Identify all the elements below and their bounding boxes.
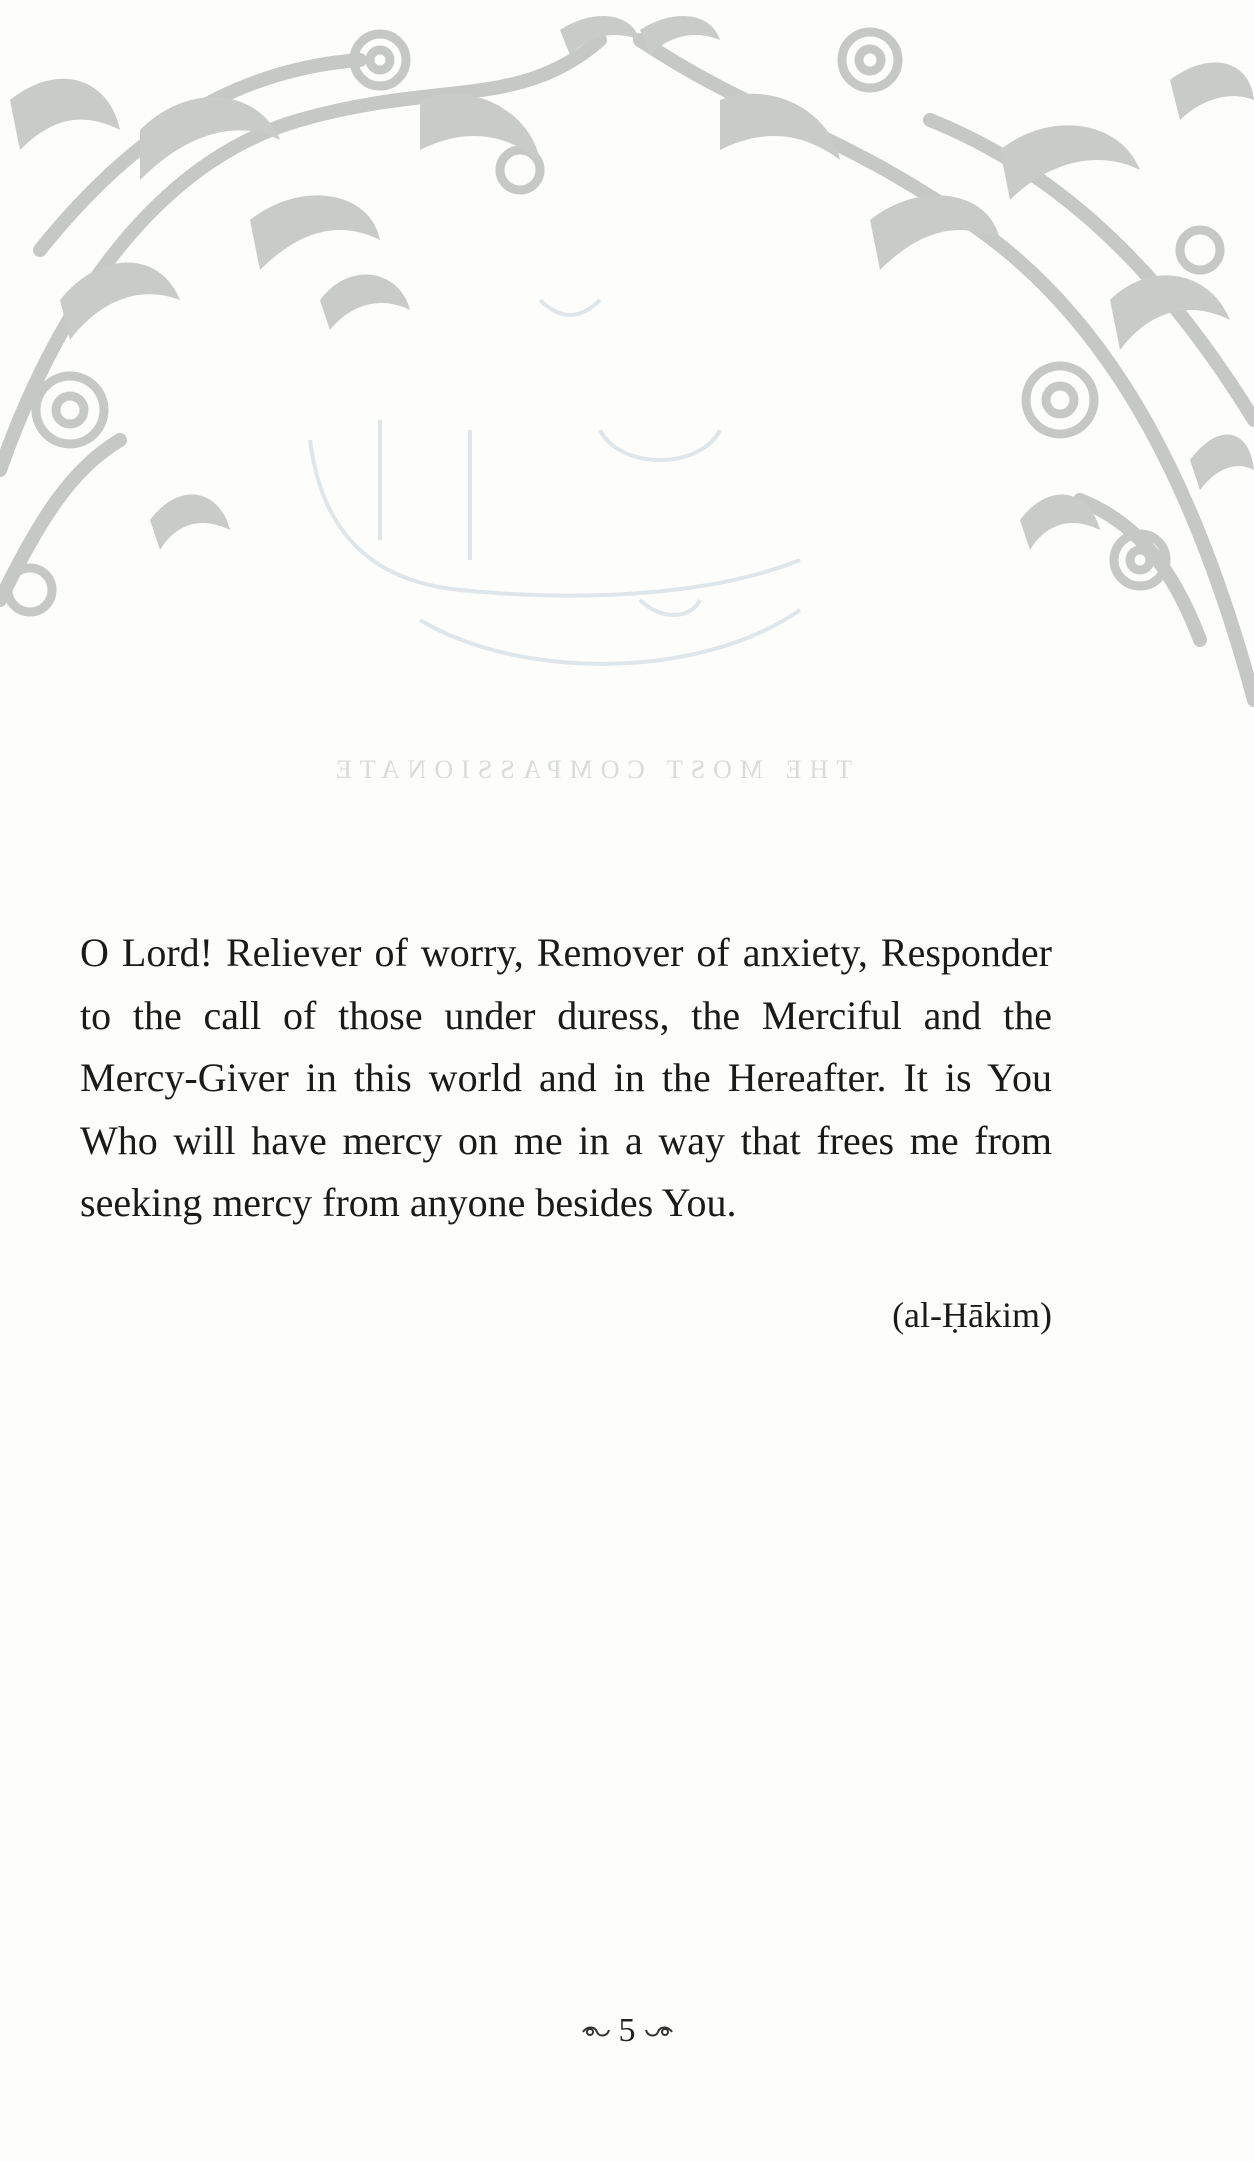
page-number: 5 [618, 2012, 636, 2049]
prayer-source-citation: (al-Ḥākim) [892, 1295, 1052, 1335]
ornament-swirl-right-icon [644, 2020, 674, 2047]
prayer-text-block [80, 922, 1052, 1235]
prayer-text: O Lord! Reliever of worry, Remover of anxiety, Responder to the call of those under duress, the Merciful and the Mercy-Giver in this world and in the Hereafter. It is You Who will have mercy on me in a way that frees me from seeking mercy from anyone besides You. [80, 930, 1052, 1225]
floral-arch-ornament [0, 0, 1254, 720]
page-number-footer [0, 2012, 1254, 2050]
showthrough-heading: THE MOST COMPASSIONATE [327, 755, 853, 784]
ornament-swirl-left-icon [581, 2020, 611, 2047]
